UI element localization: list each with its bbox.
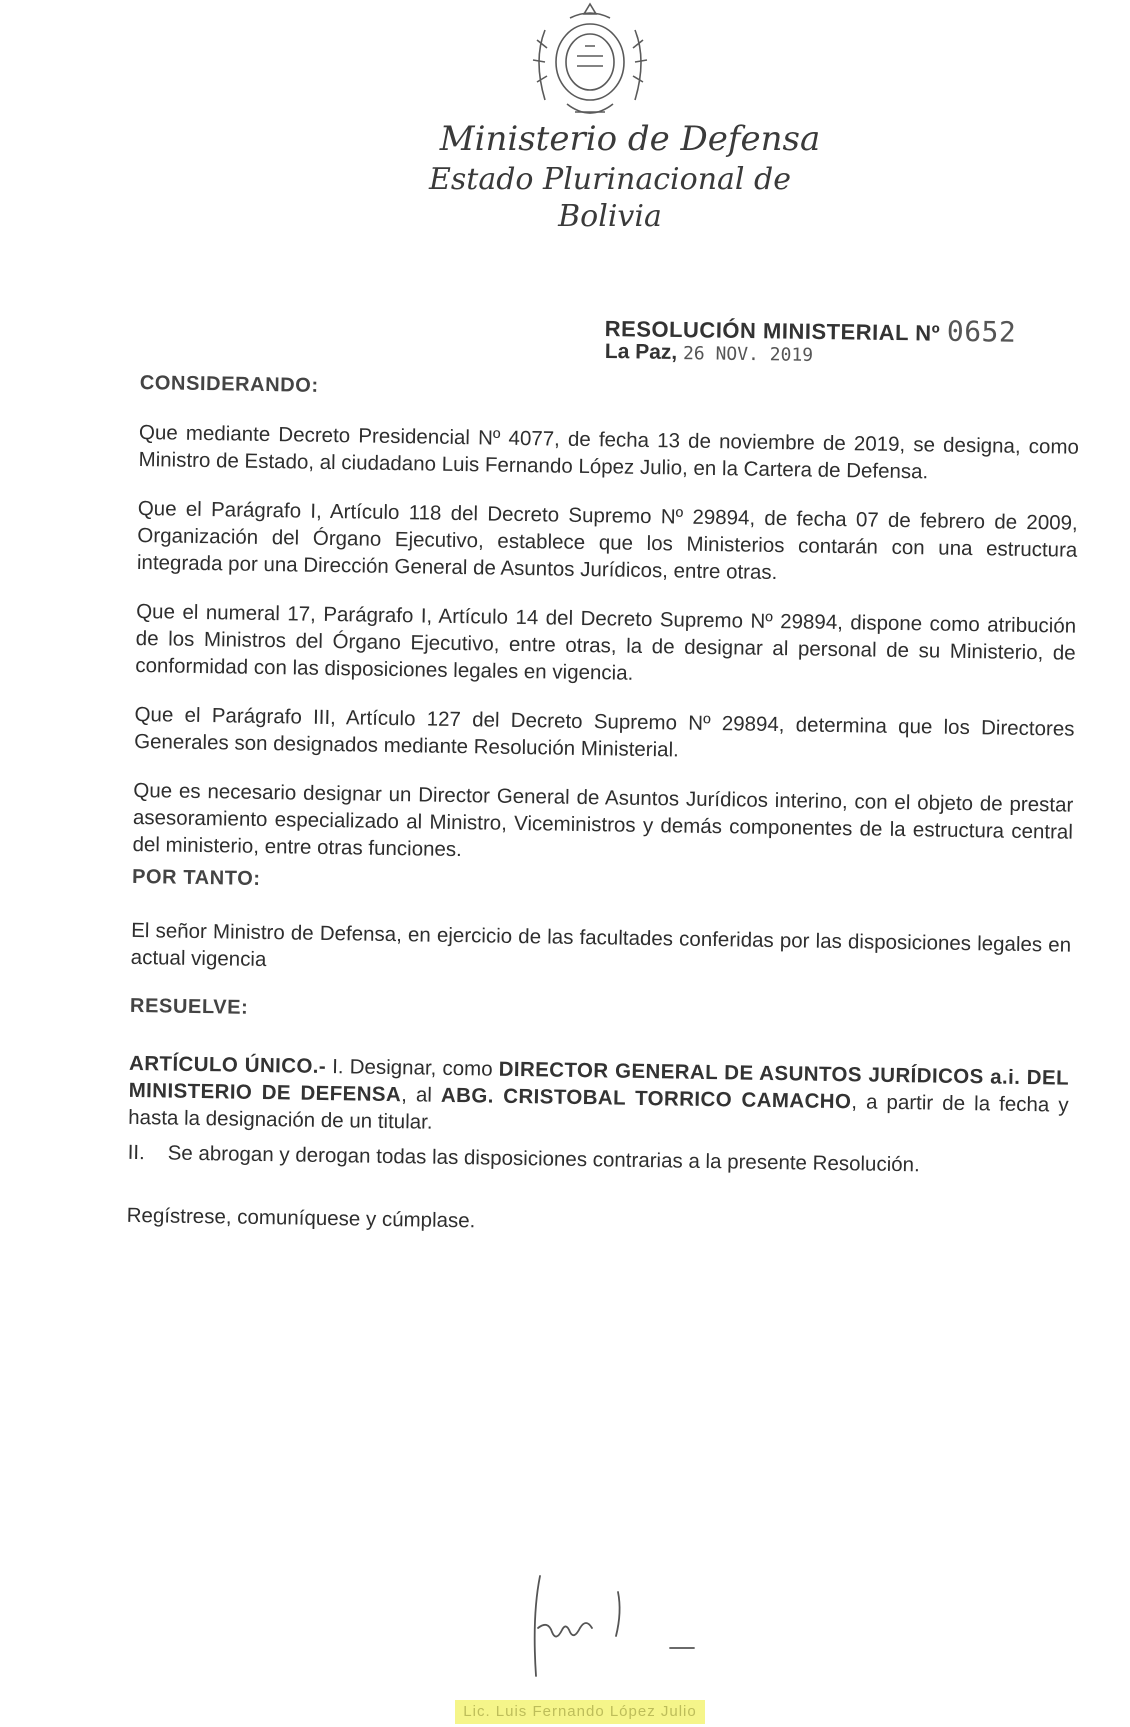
resuelve-heading: RESUELVE:: [129, 994, 249, 1019]
date-stamp: 26 NOV. 2019: [682, 343, 814, 366]
considerando-paragraph: Que mediante Decreto Presidencial Nº 4077, de fecha 13 de noviembre de 2019, se designa, como Ministro de Estado, al ciudadano Luis Fernando López Julio, en la Cartera de Defensa.: [138, 420, 1080, 484]
article-position: DIRECTOR GENERAL DE ASUNTOS JURÍDICOS a.i. DEL MINISTERIO DE DEFENSA: [128, 1057, 1070, 1107]
article-appointee: ABG. CRISTOBAL TORRICO CAMACHO: [440, 1083, 852, 1114]
resolution-number: 0652: [946, 314, 1017, 349]
resolution-date: [605, 340, 814, 367]
considerando-paragraph: Que el Parágrafo I, Artículo 118 del Decreto Supremo Nº 29894, de fecha 07 de febrero de 2009, Organización del Órgano Ejecutivo, establece que los Ministerios contarán con una estructura integrada por una Dirección General de Asuntos Jurídicos, entre otras.: [136, 496, 1078, 585]
resolution-title-label: RESOLUCIÓN MINISTERIAL Nº: [604, 315, 941, 346]
article-part2-text: Se abrogan y derogan todas las disposiciones contrarias a la presente Resolución.: [167, 1141, 920, 1177]
considerando-paragraph: Que es necesario designar un Director General de Asuntos Jurídicos interino, con el objeto de prestar asesoramiento especializado al Ministro, Viceministros y demás componentes de la estructura central del ministerio, entre otras funciones.: [132, 778, 1074, 862]
document-body: [127, 370, 1080, 1244]
resolution-place: La Paz,: [604, 340, 678, 365]
por-tanto-heading: POR TANTO:: [131, 865, 261, 890]
article-part1-mark: I.: [332, 1055, 344, 1079]
article-part1-mid: , al: [400, 1083, 433, 1107]
ministry-letterhead: [390, 118, 830, 236]
considerando-paragraph: Que el numeral 17, Parágrafo I, Artículo 14 del Decreto Supremo Nº 29894, dispone como atribución de los Ministros del Órgano Ejecutivo, entre otras, la de designar al personal de su Ministerio, de conformidad con las disposiciones legales en vigencia.: [135, 599, 1077, 685]
por-tanto-paragraph: El señor Ministro de Defensa, en ejercicio de las facultades conferidas por las disposiciones legales en actual vigencia: [130, 918, 1072, 972]
article-part1-pre: Designar, como: [349, 1055, 493, 1081]
coat-of-arms-icon: [515, 0, 665, 130]
article-part1-post: , a partir de la fecha y hasta la designación de un titular.: [128, 1090, 1069, 1134]
signatory-name-highlight: Lic. Luis Fernando López Julio: [455, 1700, 705, 1724]
article-part2-mark: II.: [127, 1140, 145, 1165]
considerando-heading: CONSIDERANDO:: [139, 371, 319, 397]
handwritten-signature-icon: [520, 1568, 700, 1688]
article-unico: [128, 1050, 1069, 1146]
ministry-name: Ministerio de Defensa: [439, 119, 821, 159]
article-part2: [127, 1139, 1067, 1181]
state-name: Estado Plurinacional de Bolivia: [428, 161, 792, 234]
article-label: ARTÍCULO ÚNICO.-: [128, 1051, 327, 1079]
considerando-paragraph: Que el Parágrafo III, Artículo 127 del Decreto Supremo Nº 29894, determina que los Directores Generales son designados mediante Resolución Ministerial.: [133, 702, 1075, 762]
closing-formula: Regístrese, comuníquese y cúmplase.: [126, 1203, 476, 1233]
